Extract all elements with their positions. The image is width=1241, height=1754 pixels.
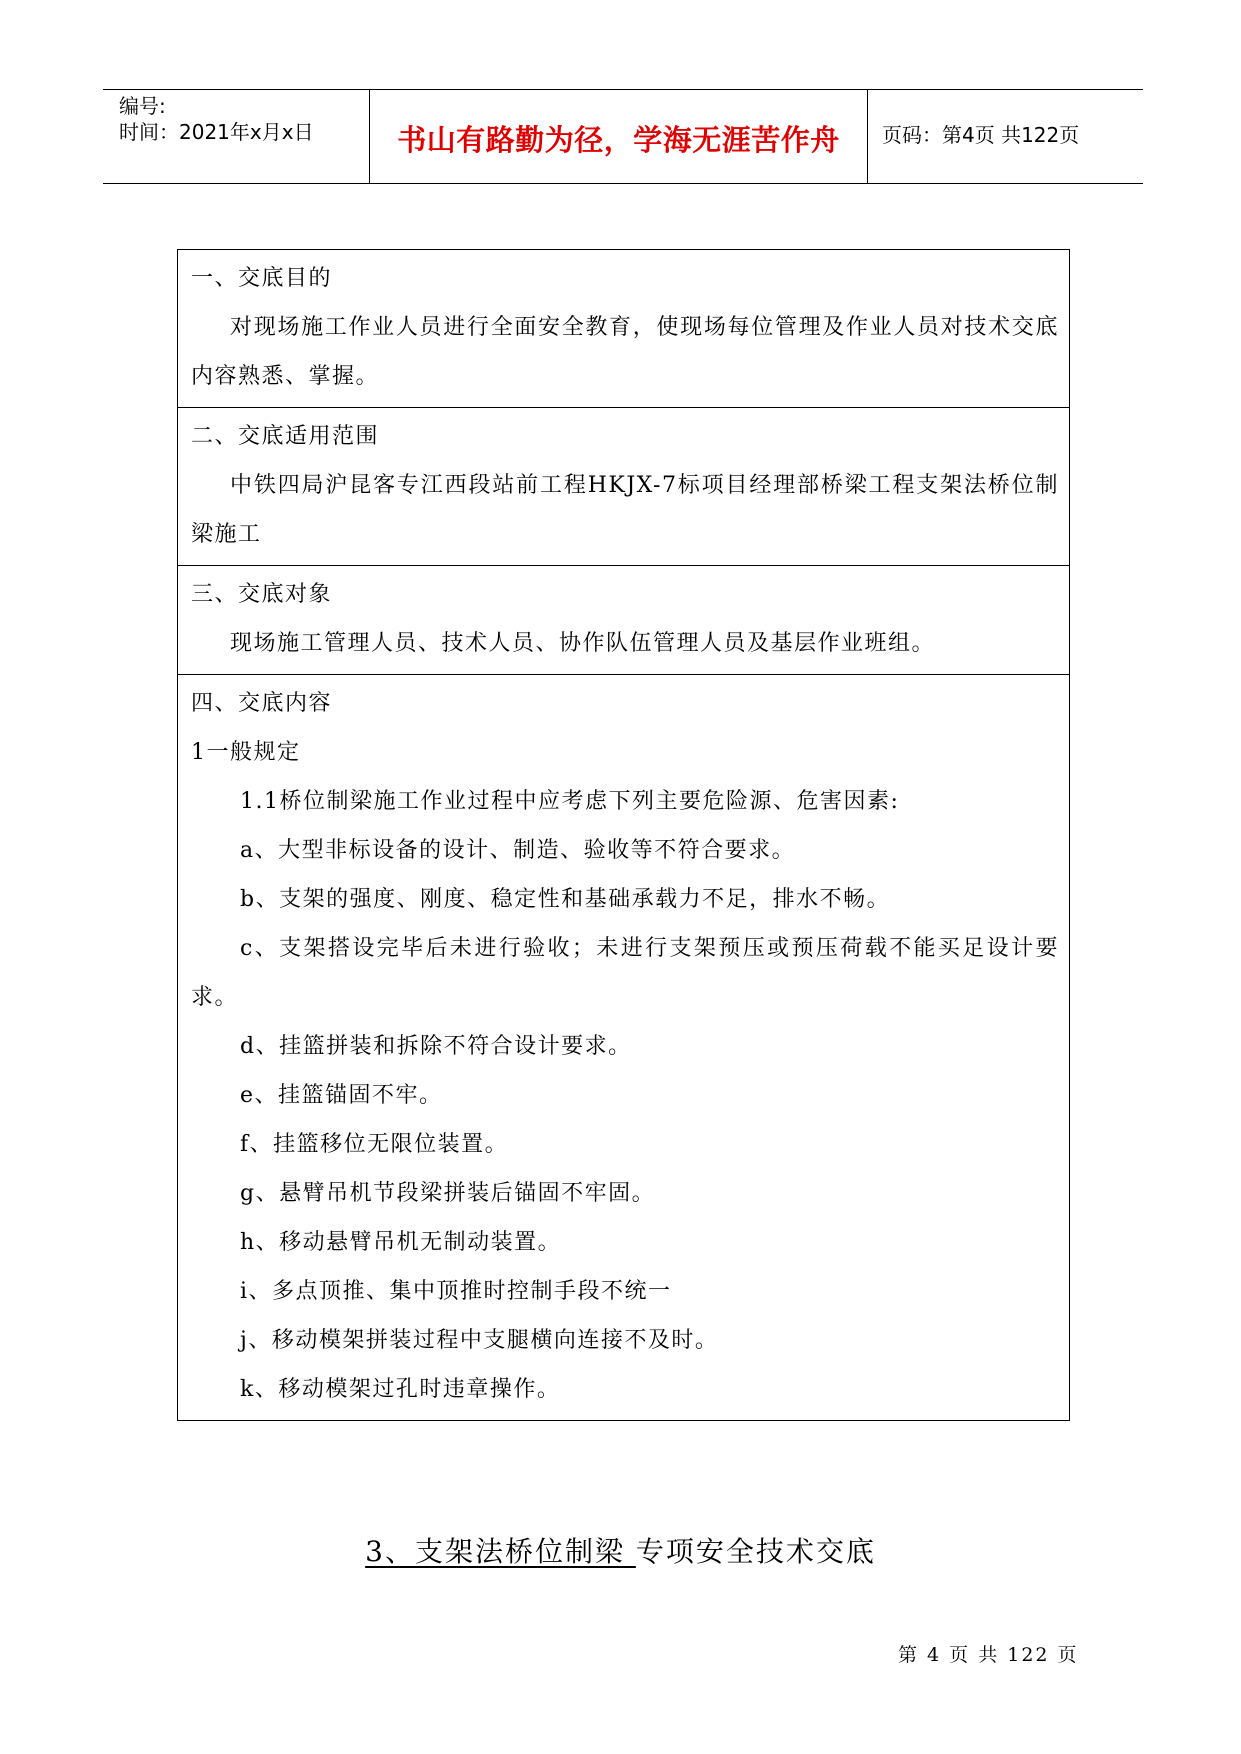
section-content: [178, 674, 1069, 1420]
hazard-item: h、移动悬臂吊机无制动装置。: [240, 1230, 562, 1255]
hazard-item: d、挂篮拼装和拆除不符合设计要求。: [240, 1034, 632, 1059]
hazard-item: k、移动模架过孔时违章操作。: [240, 1377, 561, 1402]
hazard-item: j、移动模架拼装过程中支腿横向连接不及时。: [240, 1328, 719, 1353]
subsection-item: 1.1桥位制梁施工作业过程中应考虑下列主要危险源、危害因素:: [240, 789, 900, 814]
header-page-number: 页码：第4页 共122页: [882, 123, 1080, 147]
page-header: [103, 89, 1143, 184]
header-page-cell: [868, 90, 1143, 183]
hazard-item: g、悬臂吊机节段梁拼装后锚固不牢固。: [240, 1181, 656, 1206]
section-title: 二、交底适用范围: [191, 424, 380, 449]
section-body: 现场施工管理人员、技术人员、协作队伍管理人员及基层作业班组。: [230, 631, 936, 656]
document-time-label: 时间：2021年x月x日: [119, 120, 314, 144]
hazard-item: i、多点顶推、集中顶推时控制手段不统一: [240, 1279, 672, 1304]
header-motto: 书山有路勤为径，学海无涯苦作舟: [397, 123, 840, 157]
section-body: 对现场施工作业人员进行全面安全教育，使现场每位管理及作业人员对技术交底内容熟悉、掌握。: [191, 315, 1059, 389]
hazard-item: e、挂篮锚固不牢。: [240, 1083, 443, 1108]
hazard-item: a、大型非标设备的设计、制造、验收等不符合要求。: [240, 838, 796, 863]
header-meta-cell: [103, 90, 369, 183]
section-title: 四、交底内容: [191, 691, 333, 716]
document-number-label: 编号:: [119, 94, 166, 118]
hazard-item: c、支架搭设完毕后未进行验收；未进行支架预压或预压荷载不能买足设计要求。: [191, 936, 1059, 1010]
section-heading-underlined: 3、支架法桥位制梁: [365, 1535, 636, 1568]
section-body: 中铁四局沪昆客专江西段站前工程HKJX-7标项目经理部桥梁工程支架法桥位制梁施工: [191, 473, 1059, 547]
section-heading: [0, 1530, 1241, 1570]
page-footer: 第 4 页 共 122 页: [898, 1644, 1079, 1666]
briefing-table: [177, 249, 1070, 1421]
subsection-title: 1一般规定: [191, 740, 301, 765]
header-motto-cell: [369, 90, 868, 183]
section-title: 一、交底目的: [191, 266, 333, 291]
hazard-item: f、挂篮移位无限位装置。: [240, 1132, 509, 1157]
section-scope: [178, 407, 1069, 565]
section-heading-rest: 专项安全技术交底: [635, 1535, 876, 1568]
hazard-item: b、支架的强度、刚度、稳定性和基础承载力不足，排水不畅。: [240, 887, 891, 912]
section-title: 三、交底对象: [191, 582, 333, 607]
section-audience: [178, 565, 1069, 674]
section-purpose: [178, 250, 1069, 407]
